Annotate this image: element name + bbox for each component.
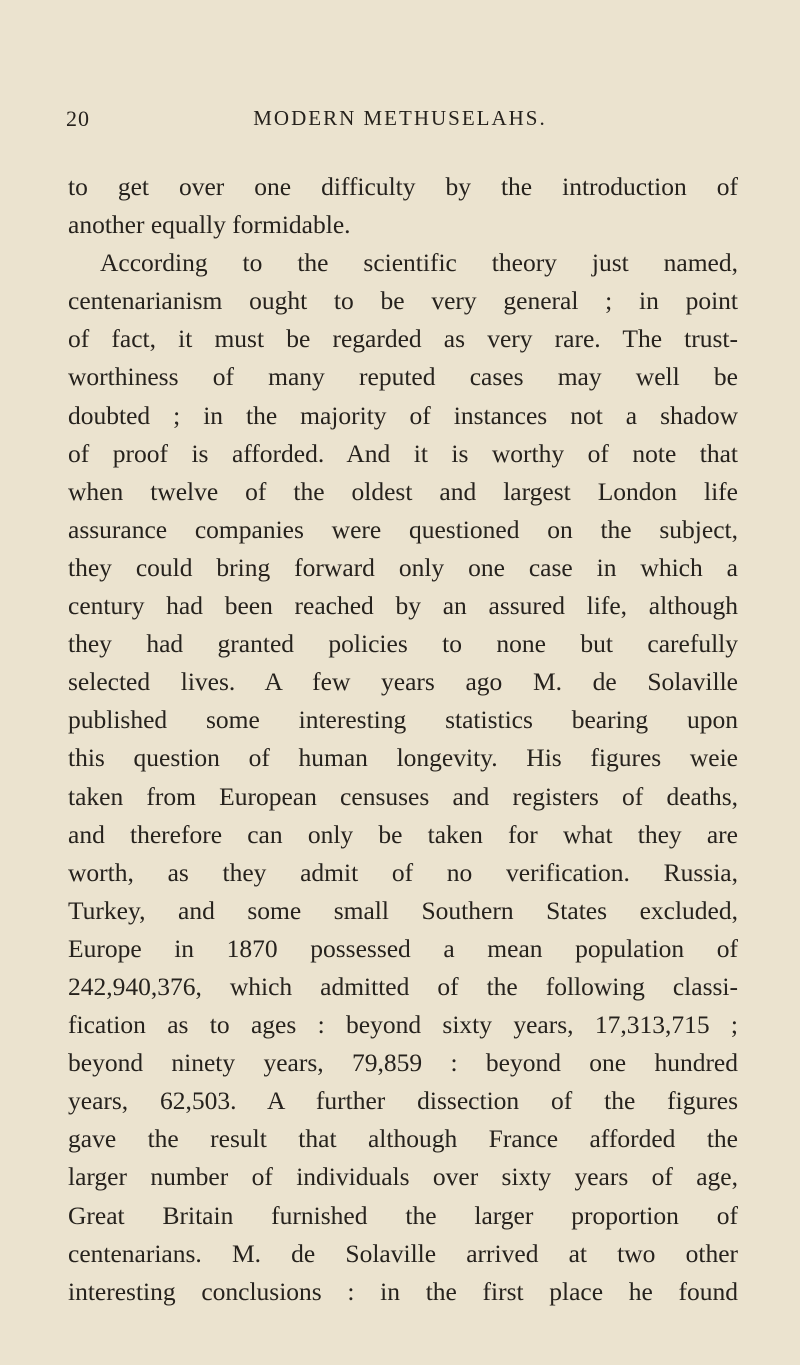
- text-line: According to the scientific theory just named,: [100, 248, 738, 278]
- text-line: years, 62,503. A further dissection of the figures: [68, 1086, 738, 1116]
- text-line: doubted ; in the majority of instances not a shadow: [68, 400, 738, 430]
- text-line: assurance companies were questioned on the subject,: [68, 514, 738, 544]
- text-line: centenarians. M. de Solaville arrived at two other: [68, 1238, 738, 1268]
- text-line: of fact, it must be regarded as very rare. The trust-: [68, 324, 738, 354]
- text-line: when twelve of the oldest and largest London life: [68, 476, 738, 506]
- text-line: Great Britain furnished the larger proportion of: [68, 1200, 738, 1230]
- running-title: MODERN METHUSELAHS.: [253, 106, 547, 130]
- text-line: Turkey, and some small Southern States excluded,: [68, 895, 738, 925]
- text-line: they had granted policies to none but carefully: [68, 629, 738, 659]
- text-line: larger number of individuals over sixty years of age,: [68, 1162, 738, 1192]
- text-line: and therefore can only be taken for what they are: [68, 819, 738, 849]
- text-line: this question of human longevity. His figures weie: [68, 743, 738, 773]
- page-number: 20: [66, 106, 90, 131]
- text-line: worth, as they admit of no verification. Russia,: [68, 857, 738, 887]
- text-line: another equally formidable.: [68, 210, 351, 240]
- text-line: of proof is afforded. And it is worthy of note that: [68, 438, 738, 468]
- text-line: to get over one difficulty by the introduction of: [68, 172, 738, 201]
- text-line: century had been reached by an assured life, although: [68, 591, 738, 621]
- text-line: 242,940,376, which admitted of the following classi-: [68, 971, 738, 1001]
- text-line: interesting conclusions : in the first place he found: [68, 1276, 738, 1306]
- text-line: Europe in 1870 possessed a mean population of: [68, 933, 738, 963]
- text-line: beyond ninety years, 79,859 : beyond one hundred: [68, 1048, 738, 1078]
- body-text: [68, 168, 738, 1311]
- text-line: they could bring forward only one case in which a: [68, 552, 738, 582]
- page-header: [0, 106, 800, 134]
- text-line: published some interesting statistics bearing upon: [68, 705, 738, 735]
- text-line: gave the result that although France afforded the: [68, 1124, 738, 1154]
- text-line: taken from European censuses and registers of deaths,: [68, 781, 738, 811]
- text-line: centenarianism ought to be very general ; in point: [68, 286, 738, 316]
- text-line: worthiness of many reputed cases may well be: [68, 362, 738, 392]
- text-line: fication as to ages : beyond sixty years, 17,313,715 ;: [68, 1010, 738, 1040]
- text-line: selected lives. A few years ago M. de Solaville: [68, 667, 738, 697]
